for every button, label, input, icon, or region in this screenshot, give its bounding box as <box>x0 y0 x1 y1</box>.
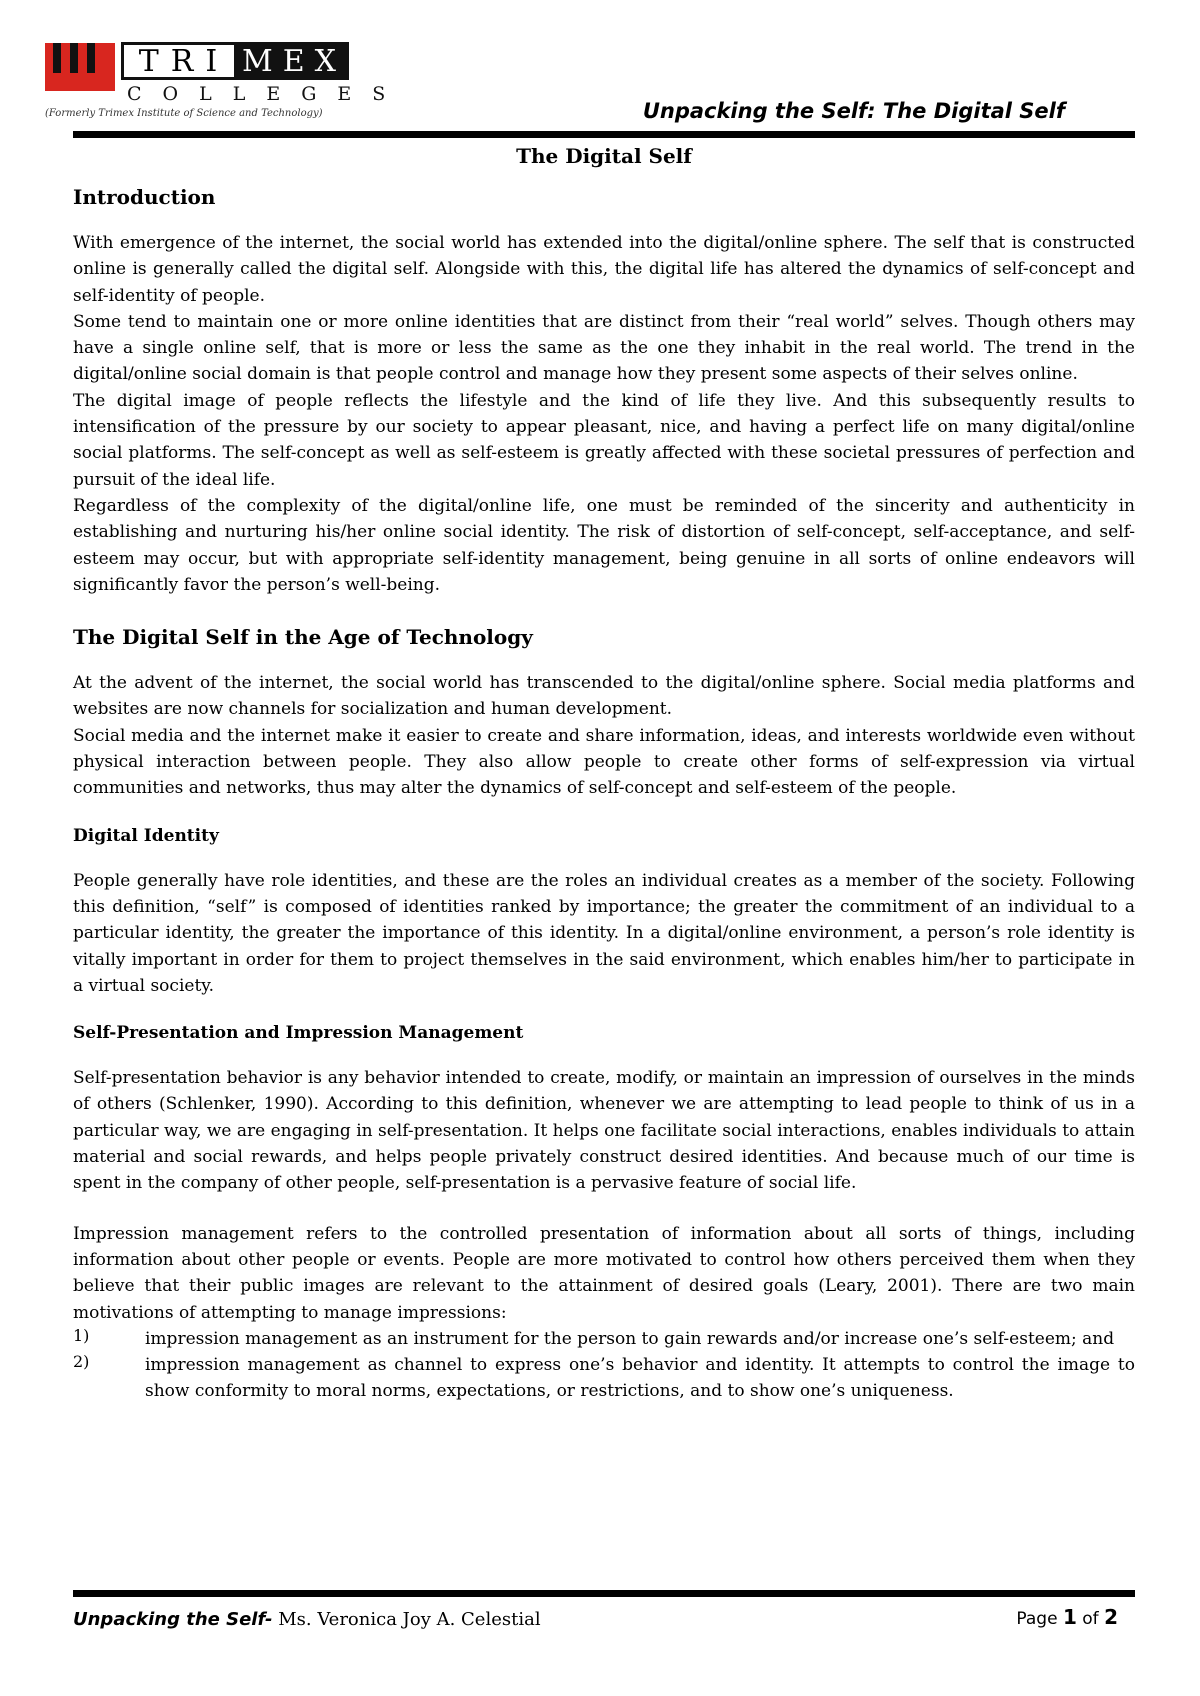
impression-management-paragraph: Impression management refers to the controlled presentation of information about all sorts of things, including information about other people or events. People are more motivated to control how others perceived them when they believe that their public images are relevant to the attainment of desired goals (Leary, 2001). There are two main motivations of attempting to manage impressions: <box>73 1223 1135 1323</box>
logo-bars-icon <box>45 43 115 91</box>
footer-separator: - <box>265 1609 273 1630</box>
footer-credit <box>73 1609 541 1630</box>
introduction-heading: Introduction <box>73 185 216 209</box>
self-presentation-paragraph-1: Self-presentation behavior is any behavior intended to create, modify, or maintain an impression of ourselves in the minds of others (Schlenker, 1990). According to this definition, whenever we are attempting to lead people to think of us in a particular way, we are engaging in self-presentation. It helps one facilitate social interactions, enables individuals to attain material and social rewards, and helps people privately construct desired identities. And because much of our time is spent in the company of other people, self-presentation is a pervasive feature of social life. <box>73 1068 1135 1194</box>
digital-identity-heading: Digital Identity <box>73 825 219 846</box>
list-item-text: impression management as channel to express one’s behavior and identity. It attempts to control the image to show conformity to moral norms, expectations, or restrictions, and to show one’s uniqueness. <box>145 1355 1135 1402</box>
intro-paragraph-1: With emergence of the internet, the social world has extended into the digital/online sphere. The self that is constructed online is generally called the digital self. Alongside with this, the digital life has altered the dynamics of self-concept and self-identity of people. <box>73 233 1135 306</box>
footer-author: Ms. Veronica Joy A. Celestial <box>272 1609 541 1630</box>
list-item <box>73 1326 1135 1352</box>
list-item-text: impression management as an instrument for the person to gain rewards and/or increase one’s self-esteem; and <box>145 1328 1115 1349</box>
document-body <box>73 139 1135 1405</box>
age-of-technology-heading: The Digital Self in the Age of Technology <box>73 625 533 650</box>
technology-paragraph-2: Social media and the internet make it easier to create and share information, ideas, and interests worldwide even without physical interaction between people. They also allow people to create other forms of self-expression via virtual communities and networks, thus may alter the dynamics of self-concept and self-esteem of the people. <box>73 725 1135 799</box>
self-presentation-heading: Self-Presentation and Impression Management <box>73 1023 524 1044</box>
logo-subname: COLLEGES <box>127 83 407 105</box>
header-rule <box>73 131 1135 138</box>
intro-paragraph-2: Some tend to maintain one or more online identities that are distinct from their “real world” selves. Though others may have a single online self, that is more or less the same as the one they inhabit in the real world. The trend in the digital/online social domain is that people control and manage how they present some aspects of their selves online. <box>73 311 1135 385</box>
intro-paragraph-3: The digital image of people reflects the lifestyle and the kind of life they live. And this subsequently results to intensification of the pressure by our society to appear pleasant, nice, and having a perfect life on many digital/online social platforms. The self-concept as well as self-esteem is greatly affected with these societal pressures of perfection and pursuit of the ideal life. <box>73 390 1135 490</box>
page-word: Page <box>1016 1609 1058 1629</box>
digital-identity-paragraph: People generally have role identities, and these are the roles an individual creates as a member of the society. Following this definition, “self” is composed of identities ranked by importance; the greater the commitment of an individual to a particular identity, the greater the importance of this identity. In a digital/online environment, a person’s role identity is vitally important in order for them to project themselves in the said environment, which enables him/her to participate in a virtual society. <box>73 870 1135 996</box>
list-item-number: 1) <box>73 1325 90 1345</box>
college-logo <box>45 38 407 119</box>
logo-wordmark <box>121 42 349 80</box>
document-title: The Digital Self <box>516 144 692 168</box>
page-of: of <box>1082 1609 1099 1629</box>
header-title: Unpacking the Self: The Digital Self <box>642 99 1065 123</box>
technology-paragraph-1: At the advent of the internet, the social world has transcended to the digital/online sphere. Social media platforms and websites are now channels for socialization and human development. <box>73 673 1135 720</box>
footer-course: Unpacking the Self <box>73 1609 265 1630</box>
logo-tagline: (Formerly Trimex Institute of Science and Technology) <box>45 108 323 119</box>
page-current: 1 <box>1062 1605 1077 1629</box>
logo-name-part1: TRI <box>138 43 230 79</box>
logo-name-part2: MEX <box>234 45 346 77</box>
page-number <box>1016 1605 1118 1629</box>
list-item-number: 2) <box>73 1352 90 1372</box>
page-total: 2 <box>1104 1605 1118 1629</box>
footer-rule <box>73 1590 1135 1597</box>
intro-paragraph-4: Regardless of the complexity of the digital/online life, one must be reminded of the sincerity and authenticity in establishing and nurturing his/her online social identity. The risk of distortion of self-concept, self-acceptance, and self-esteem may occur, but with appropriate self-identity management, being genuine in all sorts of online endeavors will significantly favor the person’s well-being. <box>73 495 1135 595</box>
list-item <box>73 1352 1135 1405</box>
